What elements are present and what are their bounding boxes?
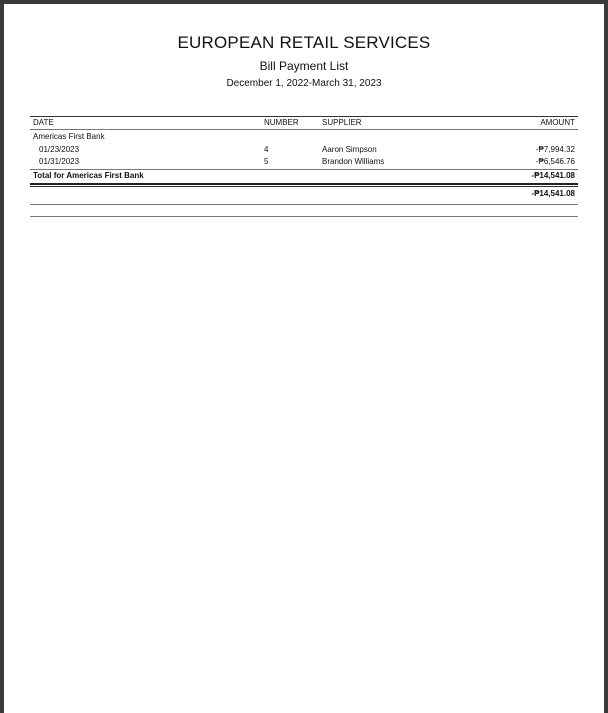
row-supplier: Aaron Simpson	[322, 145, 377, 154]
column-header-number: NUMBER	[264, 118, 299, 127]
subtotal-top-rule	[30, 169, 578, 170]
grand-total-amount: -₱14,541.08	[531, 189, 575, 198]
group-total-label: Total for Americas First Bank	[33, 171, 144, 180]
row-amount: -₱7,994.32	[535, 145, 575, 154]
header-top-rule	[30, 116, 578, 117]
footer-rule	[30, 204, 578, 205]
group-total-amount: -₱14,541.08	[531, 171, 575, 180]
report-page	[4, 4, 604, 713]
row-date: 01/31/2023	[39, 157, 80, 166]
row-supplier: Brandon Williams	[322, 157, 385, 166]
footer-rule-lower	[30, 216, 578, 217]
column-header-date: DATE	[33, 118, 54, 127]
report-date-range: December 1, 2022-March 31, 2023	[226, 78, 382, 89]
column-header-amount: AMOUNT	[540, 118, 575, 127]
row-number: 4	[264, 145, 269, 154]
grand-total-rule	[30, 186, 578, 187]
grand-total-double-rule	[30, 183, 578, 185]
row-number: 5	[264, 157, 269, 166]
group-heading: Americas First Bank	[33, 132, 105, 141]
header-bottom-rule	[30, 129, 578, 130]
row-amount: -₱6,546.76	[535, 157, 575, 166]
report-title: Bill Payment List	[259, 59, 349, 73]
column-header-supplier: SUPPLIER	[322, 118, 362, 127]
row-date: 01/23/2023	[39, 145, 80, 154]
company-name: EUROPEAN RETAIL SERVICES	[177, 33, 431, 52]
